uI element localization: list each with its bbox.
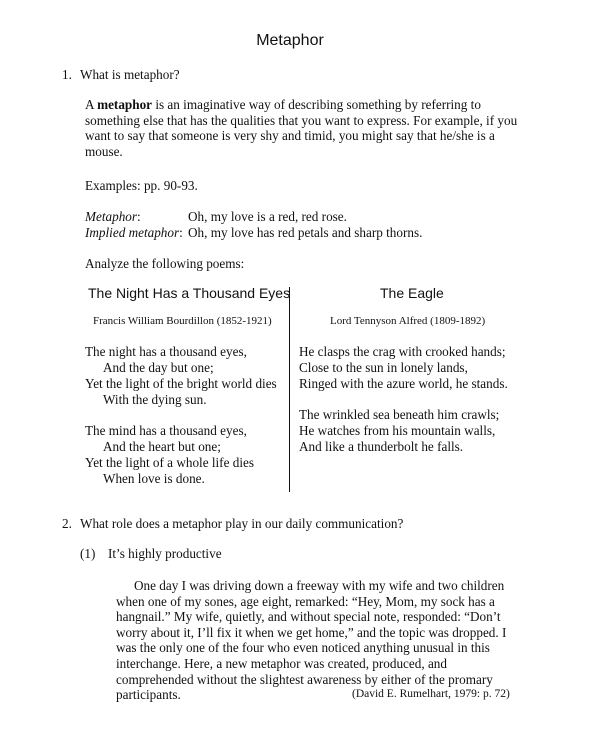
poem-2-line: And like a thunderbolt he falls. (299, 439, 464, 454)
subpoint-1-number: (1) (80, 546, 96, 561)
poem-1-title: The Night Has a Thousand Eyes (88, 285, 291, 301)
metaphor-label-colon: : (137, 209, 141, 224)
poem-2-line: He clasps the crag with crooked hands; (299, 344, 506, 359)
poem-1-line: Yet the light of the bright world dies (85, 376, 277, 391)
question-1-text: What is metaphor? (80, 67, 180, 82)
question-1-number: 1. (62, 67, 72, 82)
quote-citation: (David E. Rumelhart, 1979: p. 72) (352, 688, 510, 700)
implied-metaphor-example: Oh, my love has red petals and sharp thorns. (188, 225, 423, 240)
poem-1-line: And the day but one; (103, 360, 214, 375)
poem-1-line: Yet the light of a whole life dies (85, 455, 254, 470)
metaphor-label-text: Metaphor (85, 209, 138, 224)
examples-reference: Examples: pp. 90-93. (85, 178, 198, 193)
poem-2-line: The wrinkled sea beneath him crawls; (299, 407, 500, 422)
poem-2-title: The Eagle (380, 285, 444, 301)
poem-1-line: The night has a thousand eyes, (85, 344, 247, 359)
poem-2-line: He watches from his mountain walls, (299, 423, 496, 438)
metaphor-example-label (85, 209, 141, 225)
question-2-text: What role does a metaphor play in our daily communication? (80, 516, 404, 531)
implied-label-colon: : (179, 225, 183, 240)
page-title: Metaphor (256, 32, 324, 49)
definition-prefix: A (85, 97, 98, 112)
metaphor-example: Oh, my love is a red, red rose. (188, 209, 347, 224)
poem-1-line: With the dying sun. (103, 392, 207, 407)
definition-term: metaphor (97, 97, 153, 112)
definition-body: is an imaginative way of describing something by referring to something else that has the qualities that you want to express. For example, if you want to say that someone is very shy and timid, you might say that he/she is a mouse. (85, 97, 518, 159)
rumelhart-quote: One day I was driving down a freeway with my wife and two children when one of my sones, age eight, remarked: “Hey, Mom, my sock has a hangnail.” My wife, quietly, and without special note, responded: “Don’t worry about it, I’ll fix it when we get home,” and the topic was dropped. I was the only one of the four who even noticed anything unusual in this interchange. Here, a new metaphor was created, produced, and comprehended without the slightest awareness by either of the promary participants. (116, 578, 507, 703)
poem-2-line: Ringed with the azure world, he stands. (299, 376, 508, 391)
poem-divider (289, 287, 290, 492)
poem-1-line: And the heart but one; (103, 439, 221, 454)
implied-metaphor-label (85, 225, 183, 241)
analyze-instruction: Analyze the following poems: (85, 256, 245, 271)
poem-1-author: Francis William Bourdillon (1852-1921) (93, 315, 272, 327)
poem-1-line: The mind has a thousand eyes, (85, 423, 247, 438)
poem-2-line: Close to the sun in lonely lands, (299, 360, 468, 375)
poem-2-author: Lord Tennyson Alfred (1809-1892) (330, 315, 486, 327)
subpoint-1-text: It’s highly productive (108, 546, 222, 561)
question-2-number: 2. (62, 516, 72, 531)
metaphor-definition (85, 97, 525, 159)
implied-label-text: Implied metaphor (85, 225, 180, 240)
poem-1-line: When love is done. (103, 471, 205, 486)
